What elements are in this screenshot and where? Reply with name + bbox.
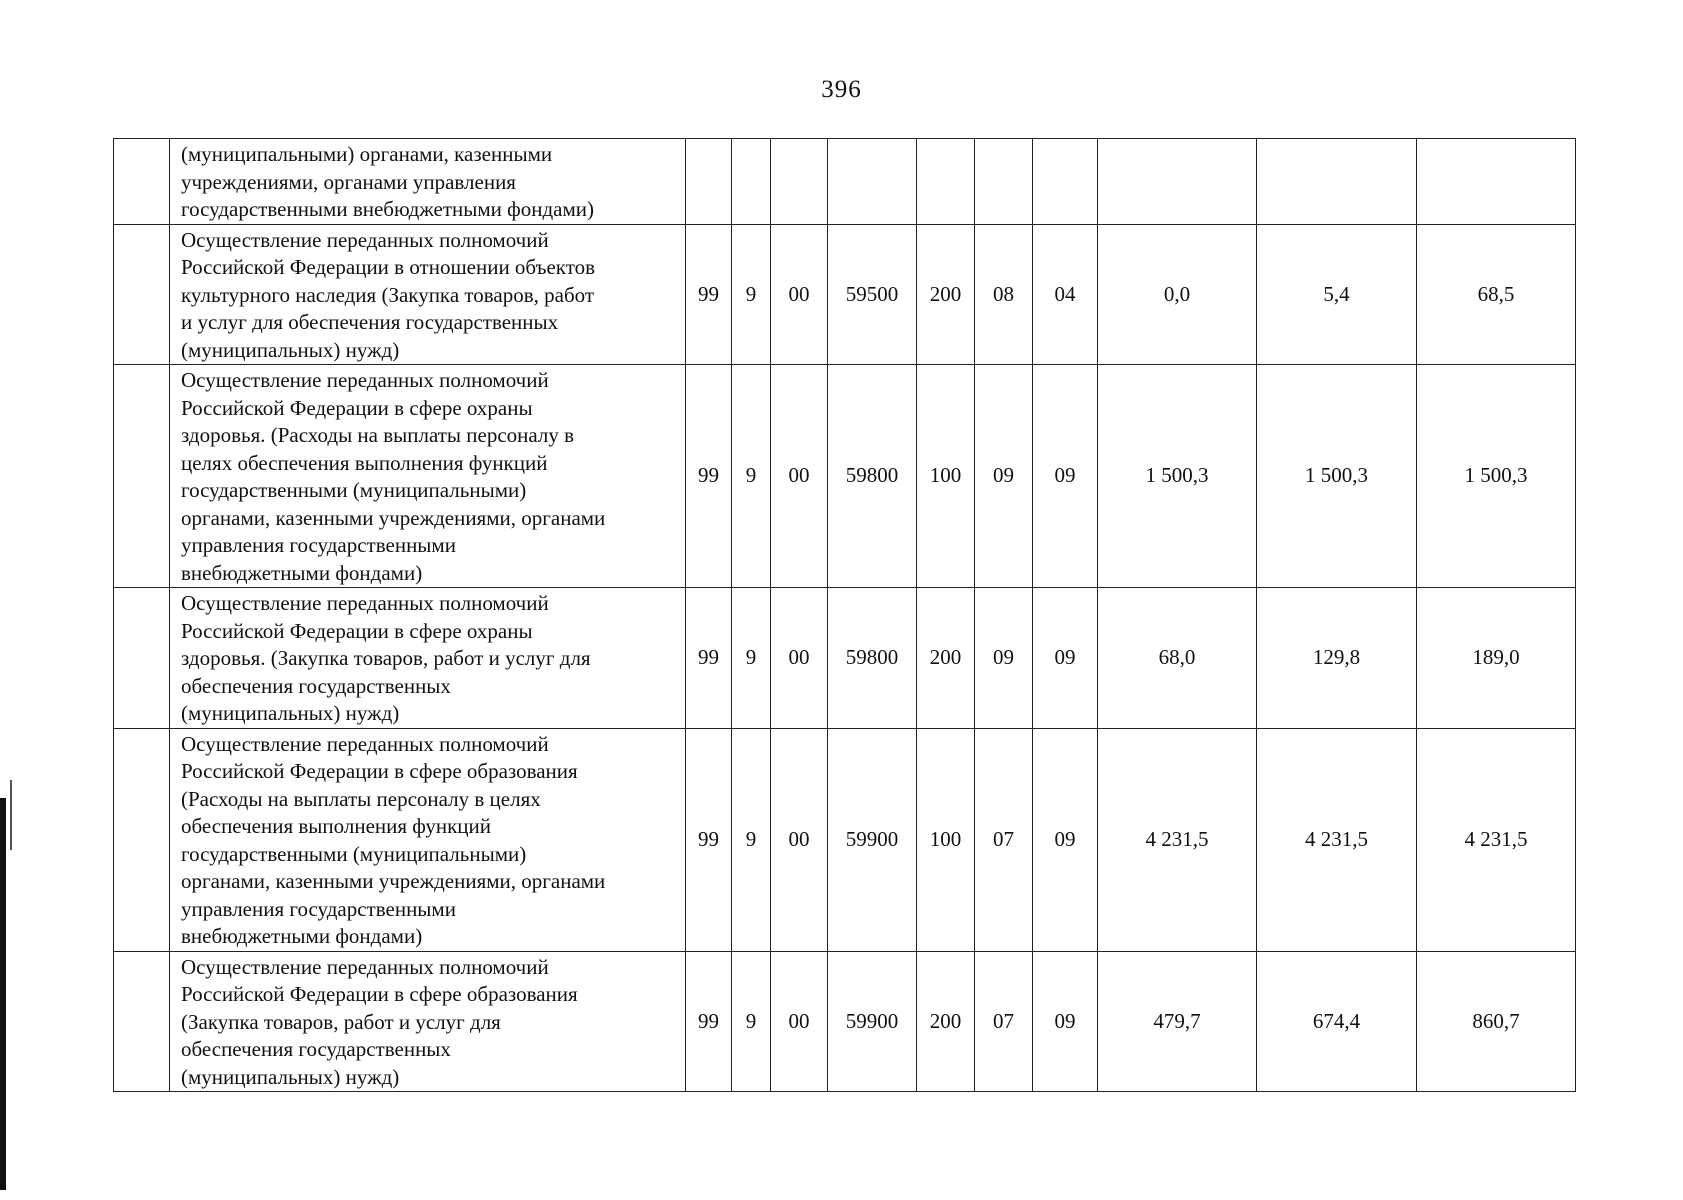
binding-mark-thin (10, 780, 12, 850)
subsection-cell: 09 (1033, 365, 1098, 588)
name-line: государственными (муниципальными) (181, 841, 527, 866)
subsection-cell: 09 (1033, 588, 1098, 729)
name-line: (Расходы на выплаты персоналу в целях (181, 786, 541, 811)
section-cell (975, 139, 1033, 225)
event-code-cell (828, 139, 917, 225)
name-line: Осуществление переданных полномочий (181, 731, 549, 756)
row-number-cell (114, 224, 170, 365)
name-line: обеспечения государственных (181, 1037, 451, 1061)
amount-2-cell: 1 500,3 (1257, 365, 1417, 588)
amount-2-cell: 5,4 (1257, 224, 1417, 365)
table-body (114, 139, 1576, 1092)
name-line: органами, казенными учреждениями, органами (181, 505, 606, 530)
subsection-cell (1033, 139, 1098, 225)
direction-code-cell: 00 (771, 365, 828, 588)
name-line: и услуг для обеспечения государственных (181, 310, 559, 334)
amount-2-cell: 129,8 (1257, 588, 1417, 729)
event-code-cell: 59800 (828, 588, 917, 729)
amount-1-cell (1098, 139, 1257, 225)
budget-table (113, 138, 1576, 1092)
name-line: (муниципальными) органами, казенными (181, 142, 553, 166)
amount-1-cell: 0,0 (1098, 224, 1257, 365)
name-line: здоровья. (Расходы на выплаты персоналу в (181, 423, 575, 447)
amount-3-cell: 4 231,5 (1417, 728, 1576, 951)
program-code-cell (686, 139, 732, 225)
name-line: Российской Федерации в сфере образования (181, 982, 578, 1006)
name-cell (170, 224, 686, 365)
subsection-cell: 09 (1033, 728, 1098, 951)
name-line: здоровья. (Закупка товаров, работ и услуг для (181, 646, 591, 670)
name-line: культурного наследия (Закупка товаров, работ (181, 282, 595, 307)
amount-3-cell: 1 500,3 (1417, 365, 1576, 588)
direction-code-cell (771, 139, 828, 225)
section-cell: 08 (975, 224, 1033, 365)
name-cell (170, 588, 686, 729)
name-line: обеспечения выполнения функций (181, 814, 492, 838)
section-cell: 09 (975, 588, 1033, 729)
amount-3-cell: 68,5 (1417, 224, 1576, 365)
amount-1-cell: 68,0 (1098, 588, 1257, 729)
subsection-cell: 04 (1033, 224, 1098, 365)
direction-code-cell: 00 (771, 951, 828, 1092)
name-line: учреждениями, органами управления (181, 169, 516, 194)
amount-1-cell: 4 231,5 (1098, 728, 1257, 951)
expense-type-cell (917, 139, 975, 225)
section-cell: 07 (975, 951, 1033, 1092)
name-line: Осуществление переданных полномочий (181, 954, 549, 979)
name-line: (муниципальных) нужд) (181, 337, 400, 362)
amount-1-cell: 1 500,3 (1098, 365, 1257, 588)
subprogram-code-cell (732, 139, 771, 225)
direction-code-cell: 00 (771, 588, 828, 729)
expense-type-cell: 100 (917, 728, 975, 951)
row-number-cell (114, 588, 170, 729)
name-line: государственными внебюджетными фондами) (181, 197, 595, 221)
name-line: органами, казенными учреждениями, органами (181, 869, 606, 893)
name-line: Российской Федерации в сфере образования (181, 759, 578, 783)
program-code-cell: 99 (686, 365, 732, 588)
table-row (114, 588, 1576, 729)
name-line: внебюджетными фондами) (181, 924, 423, 948)
subprogram-code-cell: 9 (732, 728, 771, 951)
program-code-cell: 99 (686, 951, 732, 1092)
row-number-cell (114, 951, 170, 1092)
row-number-cell (114, 139, 170, 225)
name-line: (муниципальных) нужд) (181, 1064, 400, 1089)
amount-2-cell: 4 231,5 (1257, 728, 1417, 951)
subsection-cell: 09 (1033, 951, 1098, 1092)
direction-code-cell: 00 (771, 224, 828, 365)
name-line: (Закупка товаров, работ и услуг для (181, 1009, 501, 1034)
name-line: государственными (муниципальными) (181, 478, 527, 502)
direction-code-cell: 00 (771, 728, 828, 951)
name-line: Осуществление переданных полномочий (181, 227, 549, 252)
table-row (114, 951, 1576, 1092)
event-code-cell: 59500 (828, 224, 917, 365)
event-code-cell: 59900 (828, 951, 917, 1092)
table-row (114, 365, 1576, 588)
name-line: обеспечения государственных (181, 673, 451, 698)
name-line: внебюджетными фондами) (181, 560, 423, 585)
binding-mark (0, 798, 6, 1190)
table-row (114, 139, 1576, 225)
name-line: управления государственными (181, 533, 456, 557)
name-line: Российской Федерации в отношении объектов (181, 255, 596, 279)
program-code-cell: 99 (686, 224, 732, 365)
name-cell (170, 139, 686, 225)
expense-type-cell: 200 (917, 224, 975, 365)
name-cell (170, 728, 686, 951)
name-line: Осуществление переданных полномочий (181, 368, 549, 392)
name-line: целях обеспечения выполнения функций (181, 450, 548, 475)
event-code-cell: 59800 (828, 365, 917, 588)
amount-3-cell: 189,0 (1417, 588, 1576, 729)
amount-2-cell (1257, 139, 1417, 225)
subprogram-code-cell: 9 (732, 224, 771, 365)
name-cell (170, 365, 686, 588)
event-code-cell: 59900 (828, 728, 917, 951)
subprogram-code-cell: 9 (732, 588, 771, 729)
name-line: Российской Федерации в сфере охраны (181, 395, 533, 420)
amount-2-cell: 674,4 (1257, 951, 1417, 1092)
table-row (114, 224, 1576, 365)
expense-type-cell: 100 (917, 365, 975, 588)
expense-type-cell: 200 (917, 588, 975, 729)
expense-type-cell: 200 (917, 951, 975, 1092)
name-line: (муниципальных) нужд) (181, 701, 400, 725)
section-cell: 07 (975, 728, 1033, 951)
amount-1-cell: 479,7 (1098, 951, 1257, 1092)
subprogram-code-cell: 9 (732, 951, 771, 1092)
amount-3-cell: 860,7 (1417, 951, 1576, 1092)
row-number-cell (114, 365, 170, 588)
name-line: Осуществление переданных полномочий (181, 591, 549, 615)
name-line: управления государственными (181, 896, 456, 921)
table-row (114, 728, 1576, 951)
program-code-cell: 99 (686, 728, 732, 951)
section-cell: 09 (975, 365, 1033, 588)
name-line: Российской Федерации в сфере охраны (181, 618, 533, 643)
row-number-cell (114, 728, 170, 951)
page-number: 396 (821, 76, 862, 103)
name-cell (170, 951, 686, 1092)
subprogram-code-cell: 9 (732, 365, 771, 588)
program-code-cell: 99 (686, 588, 732, 729)
amount-3-cell (1417, 139, 1576, 225)
